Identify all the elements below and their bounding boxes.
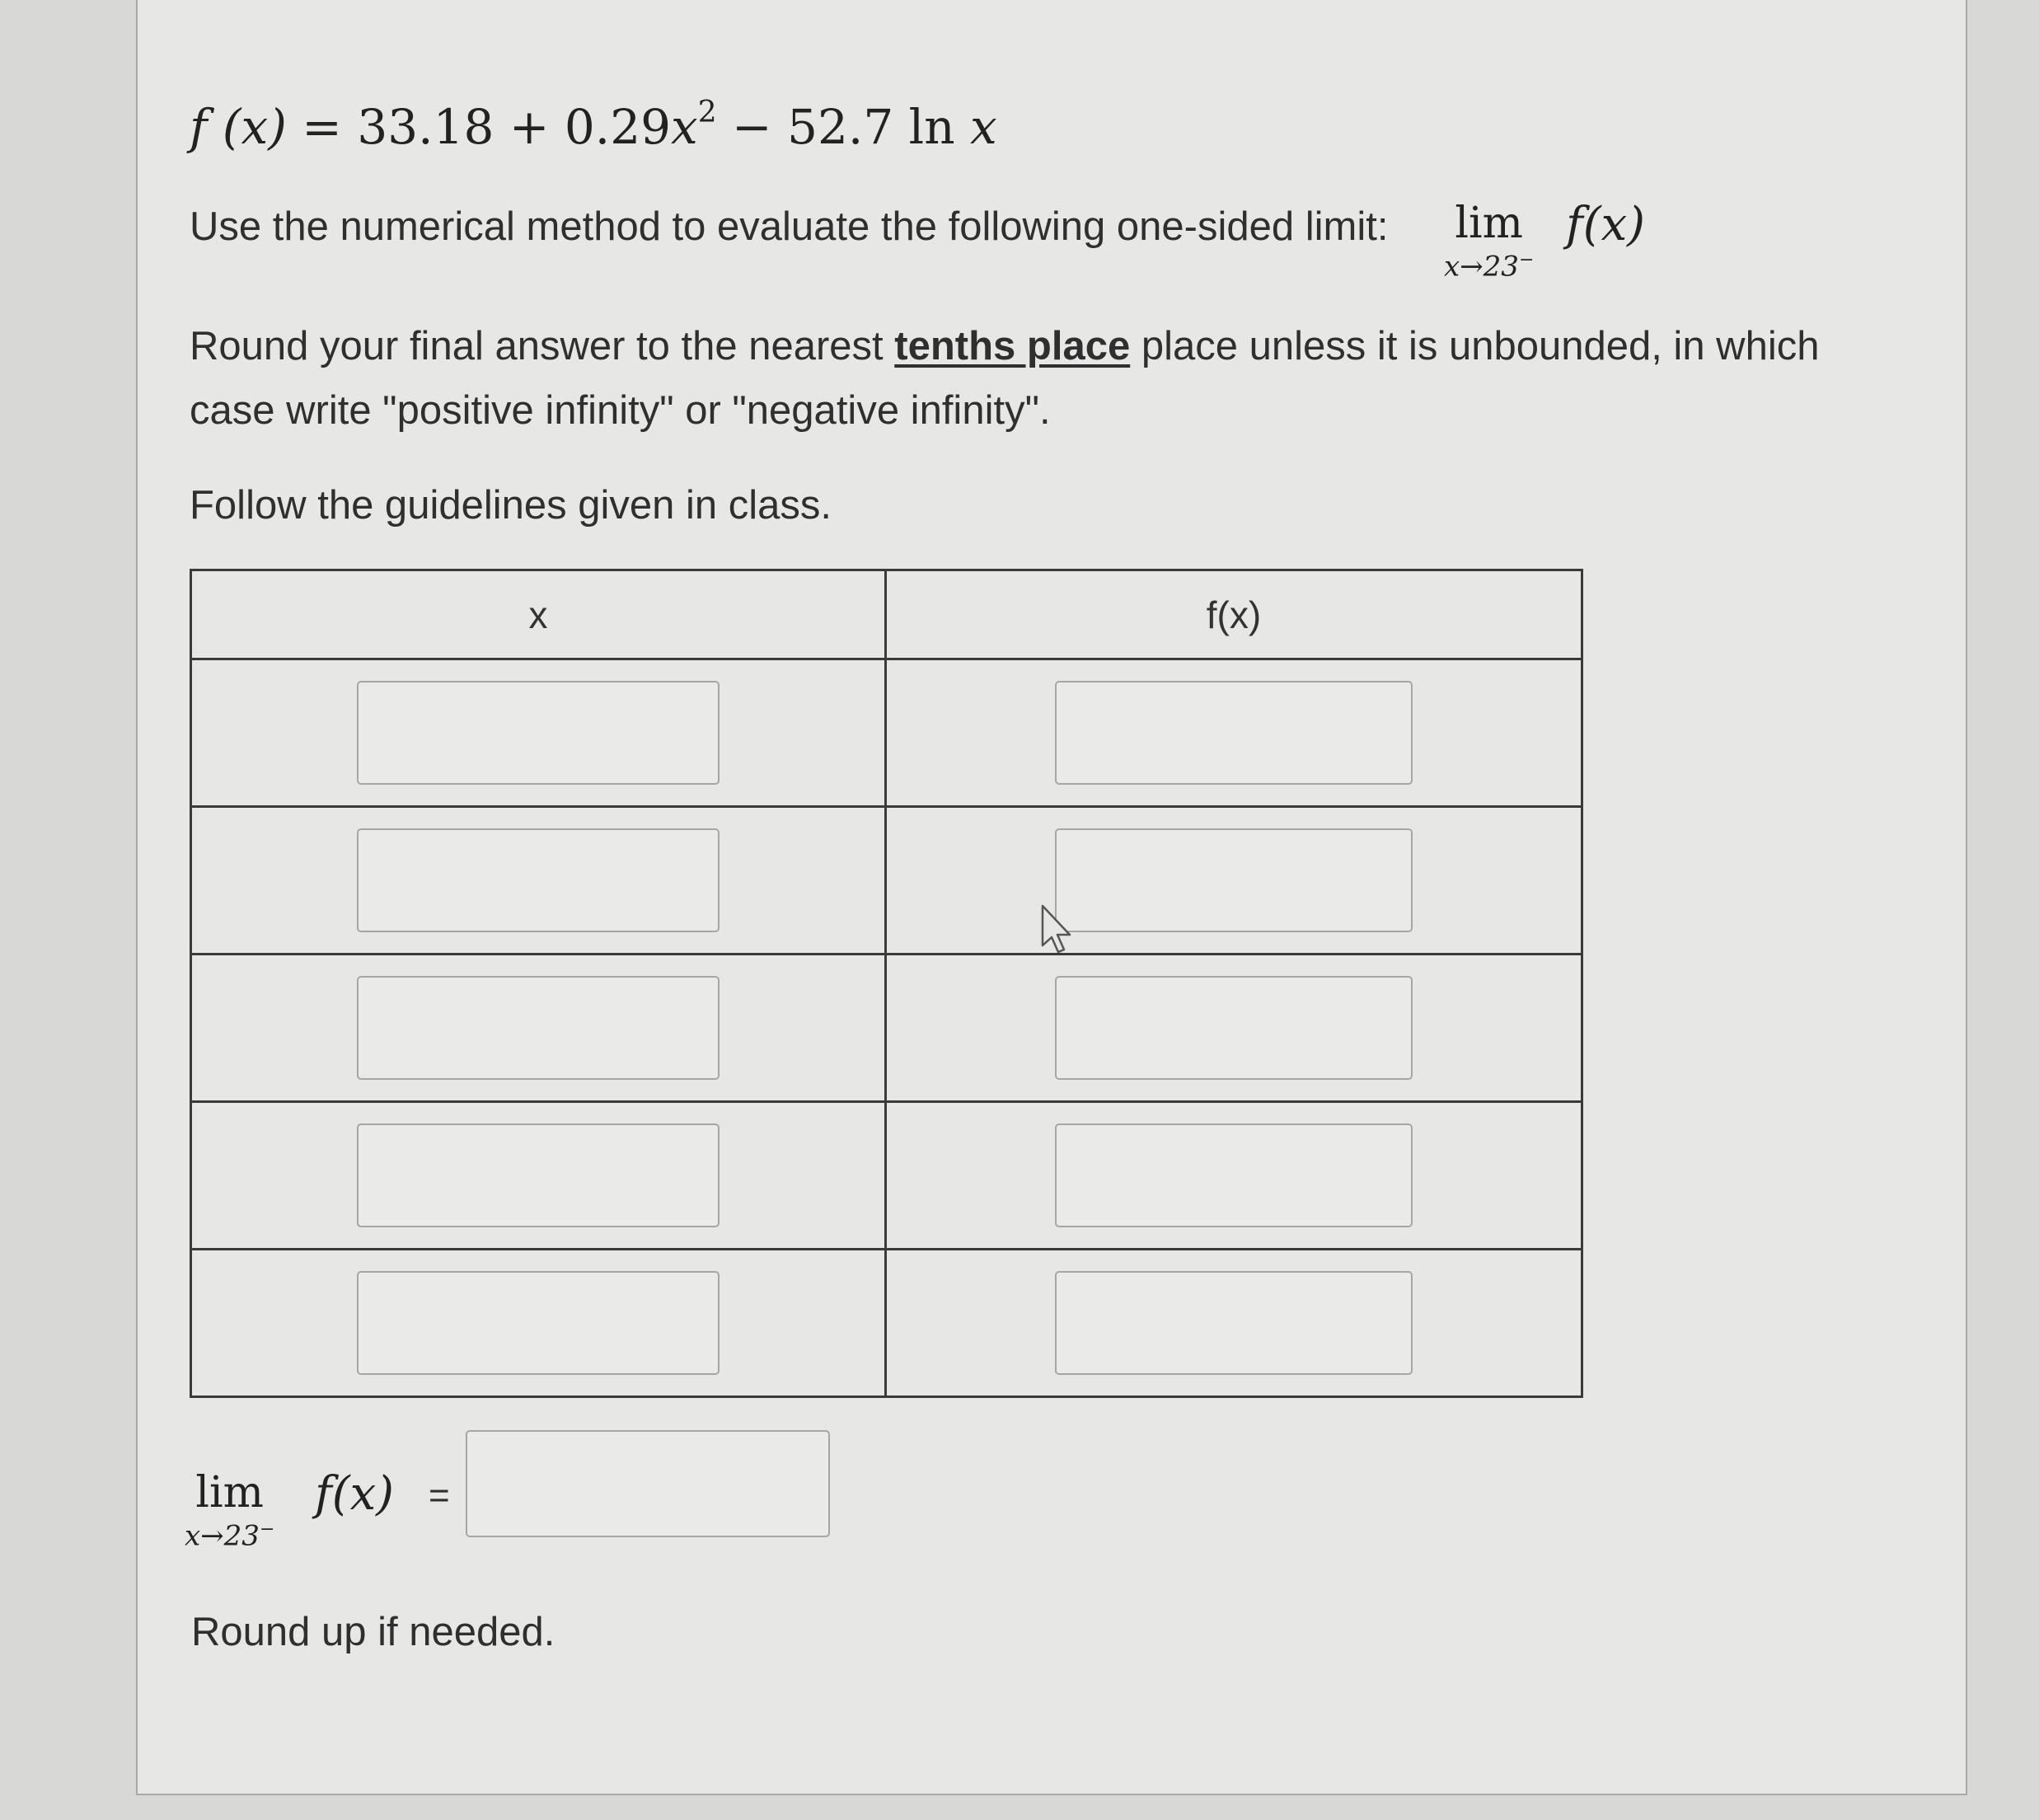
function-var: x bbox=[671, 99, 698, 155]
x-input-1[interactable] bbox=[357, 681, 720, 785]
tenths-place-emphasis: tenths place bbox=[894, 324, 1131, 368]
instruction-limit-fx: f(x) bbox=[1566, 198, 1646, 251]
function-exponent: 2 bbox=[697, 96, 717, 129]
final-answer-input[interactable] bbox=[466, 1430, 830, 1537]
final-limit-fx: f(x) bbox=[315, 1467, 395, 1521]
rounding-instruction-line1: Round your final answer to the nearest tenths place place unless it is unbounded, in which bbox=[190, 324, 1820, 368]
final-limit bbox=[185, 1468, 275, 1553]
final-limit-word: lim bbox=[195, 1468, 264, 1517]
fx-input-1[interactable] bbox=[1055, 681, 1413, 785]
x-input-2[interactable] bbox=[357, 828, 720, 932]
table-row bbox=[191, 1250, 1582, 1397]
function-rhs-var: x bbox=[970, 99, 997, 155]
table-row bbox=[191, 659, 1582, 807]
round-up-note: Round up if needed. bbox=[191, 1610, 555, 1654]
limit-word: lim bbox=[1455, 199, 1523, 248]
guidelines-text: Follow the guidelines given in class. bbox=[190, 483, 832, 528]
table-row bbox=[191, 955, 1582, 1102]
fx-input-4[interactable] bbox=[1055, 1123, 1413, 1227]
function-definition bbox=[190, 96, 997, 155]
table-row bbox=[191, 807, 1582, 955]
fx-input-5[interactable] bbox=[1055, 1271, 1413, 1375]
instruction-text: Use the numerical method to evaluate the following one-sided limit: bbox=[190, 204, 1389, 249]
values-table bbox=[190, 569, 1583, 1398]
instruction-limit bbox=[1444, 199, 1535, 284]
header-x: x bbox=[191, 570, 886, 659]
x-input-4[interactable] bbox=[357, 1123, 720, 1227]
mouse-cursor-icon bbox=[1040, 904, 1078, 957]
rounding-instruction-line2: case write "positive infinity" or "negative infinity". bbox=[190, 388, 1051, 433]
x-input-3[interactable] bbox=[357, 976, 720, 1080]
function-rhs-b: − 52.7 ln bbox=[716, 99, 971, 155]
x-input-5[interactable] bbox=[357, 1271, 720, 1375]
function-rhs-a: 33.18 + 0.29 bbox=[357, 99, 671, 155]
final-limit-subscript: x→23− bbox=[185, 1519, 275, 1553]
fx-input-3[interactable] bbox=[1055, 976, 1413, 1080]
table-row bbox=[191, 1102, 1582, 1250]
header-fx: f(x) bbox=[886, 570, 1582, 659]
limit-subscript: x→23− bbox=[1444, 250, 1535, 284]
table-header-row bbox=[191, 570, 1582, 659]
equals-sign: = bbox=[429, 1475, 450, 1516]
function-lhs: f (x) = bbox=[190, 99, 358, 155]
fx-input-2[interactable] bbox=[1055, 828, 1413, 932]
